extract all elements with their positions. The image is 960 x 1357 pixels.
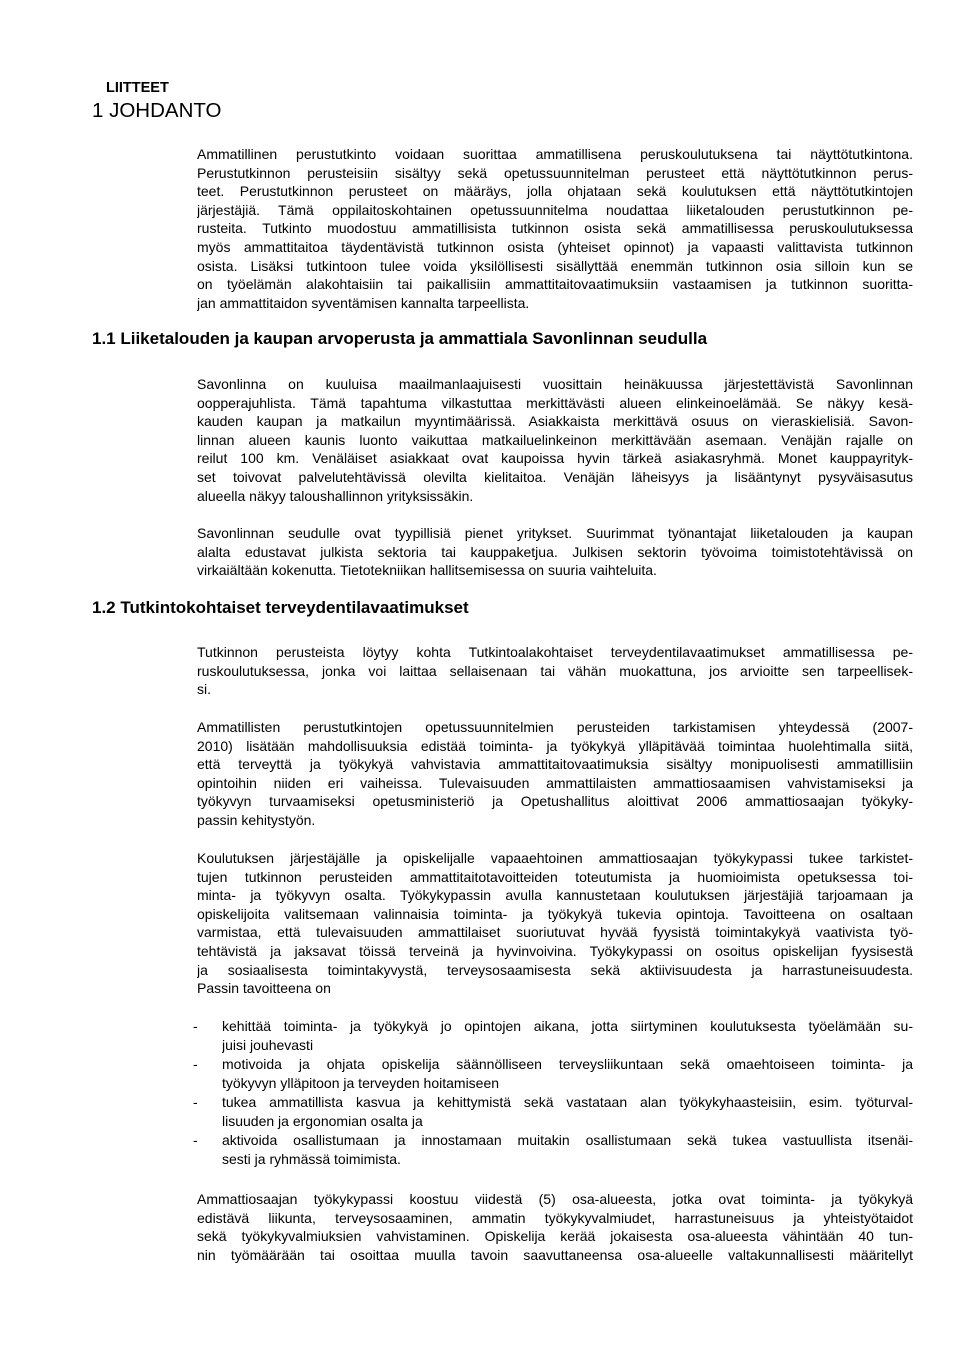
text-line: 2010) lisätään mahdollisuuksia edistää toiminta- ja työkykyä ylläpitävää toimintaa huolehtimalla siitä, bbox=[197, 737, 913, 754]
text-line: Passin tavoitteena on bbox=[197, 980, 331, 997]
section-1-2-paragraph-4 bbox=[197, 1190, 913, 1264]
text-line: minta- ja työkyvyn osalta. Työkykypassin avulla kannustetaan koulutuksen järjestäjiä tarjoamaan ja bbox=[197, 887, 913, 904]
text-line: Perustutkinnon perusteisiin sisältyy sekä opetussuunnitelman perusteet että näyttötutkinnon perus- bbox=[197, 164, 913, 181]
text-line: Koulutuksen järjestäjälle ja opiskelijalle vapaaehtoinen ammattiosaajan työkykypassi tukee tarkistet- bbox=[197, 850, 913, 866]
text-line: kehittää toiminta- ja työkykyä jo opintojen aikana, jotta siirtyminen koulutuksesta työelämään su- bbox=[222, 1018, 913, 1034]
text-line: passin kehitystyön. bbox=[197, 811, 316, 828]
text-line: ruskoulutuksessa, jonka voi laittaa sellaisenaan tai vähän muokattuna, jos arvioitte sen tarpeellisek- bbox=[197, 662, 913, 679]
text-line: osista. Lisäksi tutkintoon tulee voida yksilöllisesti sisällyttää enemmän tutkinnon osia silloin kun se bbox=[197, 257, 913, 274]
list-item-text bbox=[222, 1131, 913, 1168]
text-line: alalta edustavat julkista sektoria tai kauppaketjua. Julkisen sektorin työvoima toimistotehtävissä on bbox=[197, 543, 913, 560]
text-line: oopperajuhlista. Tämä tapahtuma vilkastuttaa merkittävästi alueen elinkeinoelämää. Se näkyy kesä- bbox=[197, 394, 913, 411]
text-line: motivoida ja ohjata opiskelija säännölliseen terveysliikuntaan sekä omaehtoiseen toiminta- ja bbox=[222, 1056, 913, 1072]
text-line: teet. Perustutkinnon perusteet on määräys, jolla ohjataan sekä koulutuksen että näyttötutkintojen bbox=[197, 183, 913, 200]
text-line: ja sosiaalisesta toimintakyvystä, terveysosaamisesta sekä aktiivisuudesta ja harrastuneisuudesta. bbox=[197, 961, 913, 978]
text-line: työkyvyn turvaamiseksi opetusministeriö ja Opetushallitus aloittivat 2006 ammattiosaajan työkyky- bbox=[197, 793, 913, 810]
text-line: Ammatillinen perustutkinto voidaan suorittaa ammatillisena peruskoulutuksena tai näyttötutkintona. bbox=[197, 146, 913, 162]
text-line: varmistaa, että tulevaisuuden ammattilaiset suoriutuvat hyvää fyysistä toimintakykyä vaativista työ- bbox=[197, 924, 913, 941]
text-line: työkyvyn ylläpitoon ja terveyden hoitamiseen bbox=[222, 1074, 500, 1091]
text-line: set toivovat palvelutehtävissä olevilta kielitaitoa. Venäjän läheisyys ja lisääntynyt pysyväisasutus bbox=[197, 468, 913, 485]
text-line: opiskelijoita valitsemaan valinnaisia toiminta- ja työkykyä tukevia opintoja. Tavoitteena on osaltaan bbox=[197, 905, 913, 922]
text-line: virkaiältään kokenutta. Tietotekniikan hallitsemisessa on suuria vaihteluita. bbox=[197, 562, 657, 579]
section-1-1-paragraph-2 bbox=[197, 524, 913, 580]
bullet-marker: - bbox=[193, 1056, 198, 1072]
text-line: sekä työkykyvalmiuksien vahvistaminen. Opiskelija kerää jokaisesta osa-alueesta vähintään 40 tun- bbox=[197, 1228, 913, 1245]
bullet-marker: - bbox=[193, 1018, 198, 1034]
text-line: jan ammattitaidon syventämisen kannalta tarpeellista. bbox=[197, 294, 530, 311]
text-line: juisi jouhevasti bbox=[222, 1036, 314, 1053]
text-line: edistävä liikunta, terveysosaaminen, ammatin työkykyvalmiudet, harrastuneisuus ja yhteistyötaidot bbox=[197, 1209, 913, 1226]
intro-paragraph bbox=[197, 145, 913, 312]
text-line: alueella näkyy taloushallinnon yrityksissäkin. bbox=[197, 487, 474, 504]
text-line: opintoihin niiden eri vaiheissa. Tulevaisuuden ammattilaisten ammattiosaamisen vahvistamiseksi ja bbox=[197, 774, 913, 791]
text-line: nin työmäärään tai osoittaa muulla tavoin saavuttaneensa osa-alueelle valtakunnallisesti määritellyt bbox=[197, 1246, 913, 1263]
section-1-2-paragraph-3 bbox=[197, 849, 913, 998]
text-line: aktivoida osallistumaan ja innostamaan muitakin osallistumaan sekä tukea vastuullista itsenäi- bbox=[222, 1132, 913, 1148]
text-line: Tutkinnon perusteista löytyy kohta Tutkintoalakohtaiset terveydentilavaatimukset ammatillisessa pe- bbox=[197, 644, 913, 660]
section-1-1-paragraph-1 bbox=[197, 375, 913, 505]
list-item-text bbox=[222, 1017, 913, 1054]
text-line: rusteita. Tutkinto muodostuu ammatillisista tutkinnon osista sekä ammatillisessa peruskoulutuksessa bbox=[197, 220, 913, 237]
text-line: lisuuden ja ergonomian osalta ja bbox=[222, 1112, 423, 1129]
bullet-marker: - bbox=[193, 1094, 198, 1110]
text-line: tehtävistä ja jaksavat töissä terveinä ja hyvinvoivina. Työkykypassi on osoitus opiskelijan fyysisestä bbox=[197, 942, 913, 959]
section-label: LIITTEET bbox=[106, 80, 169, 96]
text-line: Savonlinnan seudulle ovat tyypillisiä pienet yritykset. Suurimmat työnantajat liiketalouden ja kaupan bbox=[197, 525, 913, 541]
list-item-text bbox=[222, 1055, 913, 1092]
text-line: on työelämän alakohtaisiin tai paikallisiin ammattitaitovaatimuksiin vastaamisen ja tutkinnon suoritta- bbox=[197, 276, 913, 293]
text-line: myös ammattitaitoa täydentävistä tutkinnon osista (yhteiset opinnot) ja vapaasti valittavista tutkinnon bbox=[197, 238, 913, 255]
text-line: tukea ammatillista kasvua ja kehittymistä sekä vastataan alan työkykyhaasteisiin, esim. työturval- bbox=[222, 1094, 913, 1110]
text-line: reilut 100 km. Venäläiset asiakkaat ovat kaupoissa hyvin tärkeä asiakasryhmä. Monet kauppayrityk- bbox=[197, 450, 913, 467]
chapter-title: 1 JOHDANTO bbox=[92, 99, 222, 122]
text-line: että terveyttä ja työkykyä vahvistavia ammattitaitovaatimuksia sisältyy monipuolisesti ammatillisiin bbox=[197, 756, 913, 773]
text-line: Ammatillisten perustutkintojen opetussuunnitelmien perusteiden tarkistamisen yhteydessä (2007- bbox=[197, 719, 913, 735]
text-line: si. bbox=[197, 681, 211, 698]
text-line: Ammattiosaajan työkykypassi koostuu viidestä (5) osa-alueesta, jotka ovat toiminta- ja työkykyä bbox=[197, 1191, 913, 1207]
list-item-text bbox=[222, 1093, 913, 1130]
section-1-2-paragraph-2 bbox=[197, 718, 913, 830]
text-line: järjestäjiä. Tämä oppilaitoskohtainen opetussuunnitelma noudattaa liiketalouden perustutkinnon pe- bbox=[197, 201, 913, 218]
text-line: tujen tutkinnon perusteiden ammattitaitotavoitteiden toteutumista ja huomioimista opetuksessa toi- bbox=[197, 868, 913, 885]
text-line: Savonlinna on kuuluisa maailmanlaajuisesti vuosittain heinäkuussa järjestettävistä Savonlinnan bbox=[197, 376, 913, 392]
text-line: kauden kaupan ja matkailun myyntimäärissä. Asiakkaista merkittävä osuus on vieraskielisiä. Savon- bbox=[197, 413, 913, 430]
section-heading-1-2: 1.2 Tutkintokohtaiset terveydentilavaatimukset bbox=[92, 598, 469, 617]
text-line: linnan alueen kaunis luonto vaikuttaa matkailuelinkeinon merkittävään asemaan. Venäjän rajalle on bbox=[197, 431, 913, 448]
section-1-2-paragraph-1 bbox=[197, 643, 913, 699]
text-line: sesti ja ryhmässä toimimista. bbox=[222, 1150, 401, 1167]
section-heading-1-1: 1.1 Liiketalouden ja kaupan arvoperusta ja ammattiala Savonlinnan seudulla bbox=[92, 329, 708, 348]
bullet-marker: - bbox=[193, 1132, 198, 1148]
